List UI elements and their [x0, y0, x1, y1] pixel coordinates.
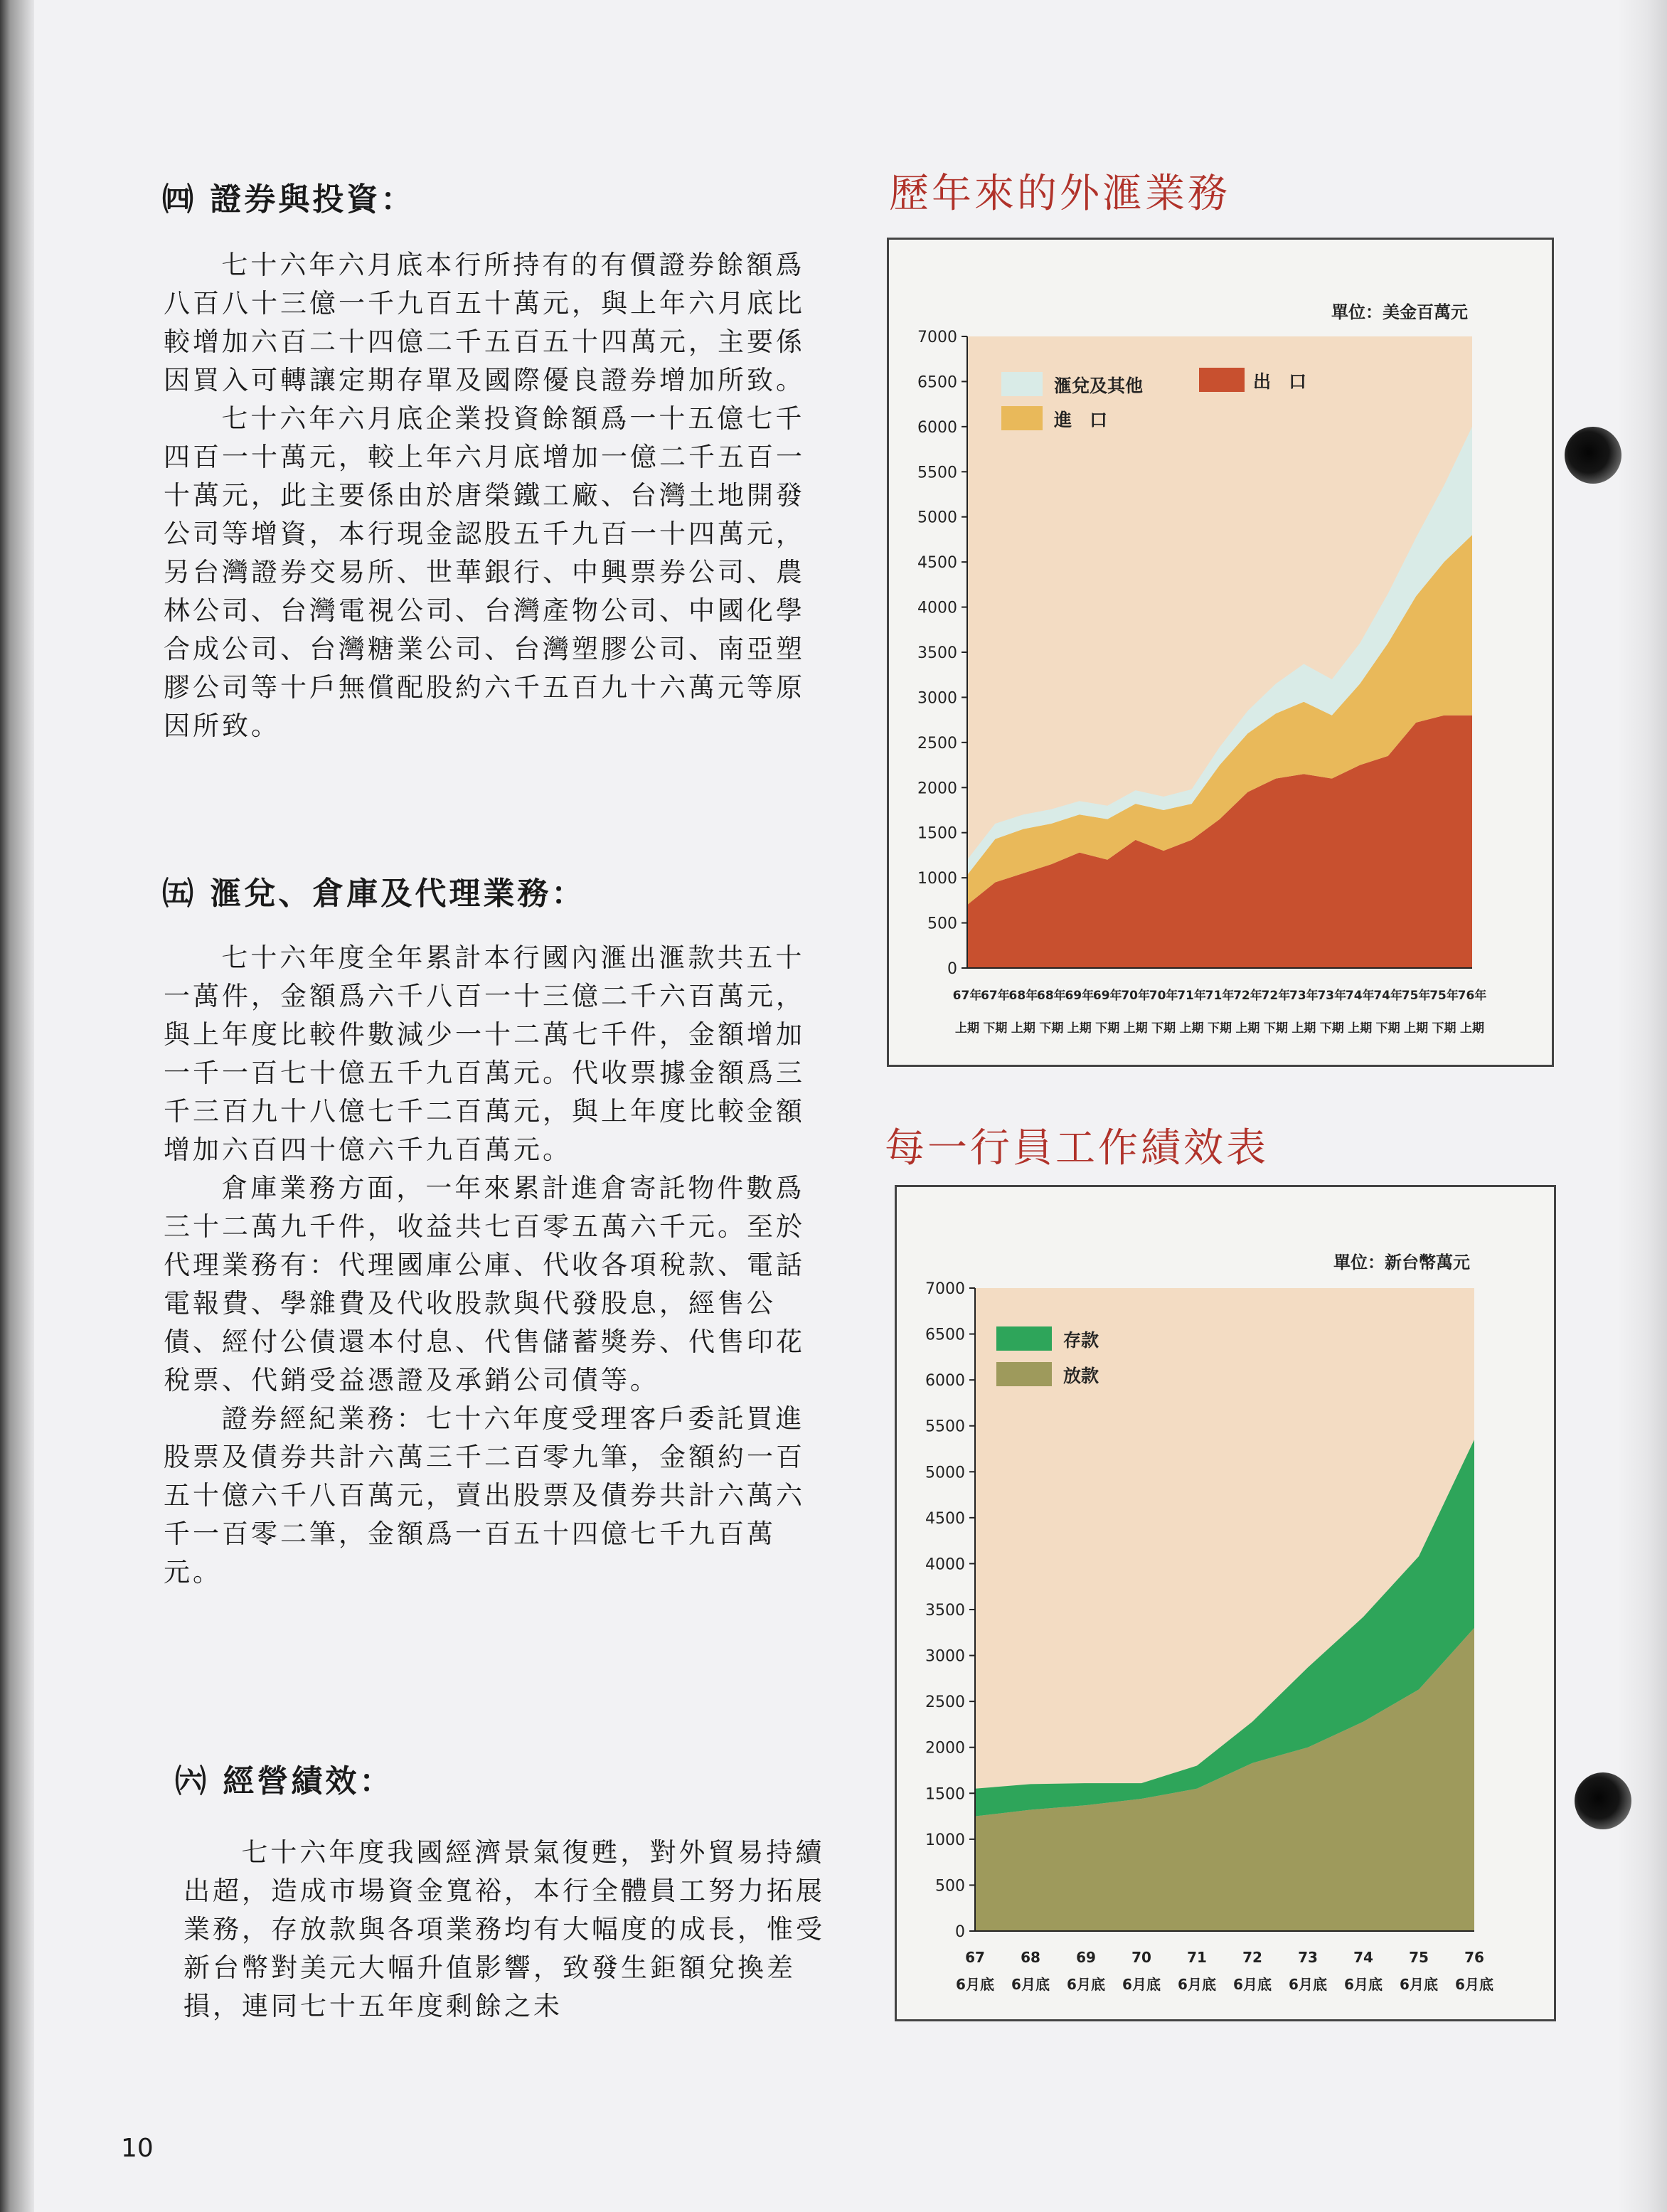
section-6-body	[183, 1834, 831, 2026]
legend-label-export: 出 口	[1253, 371, 1307, 392]
x-tick-label: 70	[1131, 1949, 1151, 1966]
x-tick-label: 上期	[955, 1021, 979, 1036]
x-tick-label: 上期	[1011, 1021, 1035, 1036]
x-tick-label: 75年	[1429, 989, 1459, 1003]
binder-hole-bottom	[1575, 1772, 1631, 1829]
x-tick-label: 70年	[1121, 989, 1151, 1003]
x-tick-label: 下期	[1151, 1021, 1176, 1036]
paragraph: 倉庫業務方面，一年來累計進倉寄託物件數爲三十二萬九千件，收益共七百零五萬六千元。至於代理業務有：代理國庫公庫、代收各項稅款、電話電報費、學雜費及代收股款與代發股息，經售公債、經付公債還本付息、代售儲蓄獎券、代售印花稅票、代銷受益憑證及承銷公司債等。	[164, 1173, 805, 1395]
x-tick-label: 69	[1076, 1949, 1096, 1966]
x-tick-label: 6月底	[1289, 1976, 1327, 1993]
y-tick-label: 5000	[917, 509, 957, 527]
section-5-title: ㈤ 滙兌、倉庫及代理業務：	[162, 876, 586, 912]
y-tick-label: 5000	[925, 1464, 965, 1482]
legend-swatch-deposit	[996, 1326, 1052, 1351]
y-tick-label: 6500	[925, 1326, 965, 1344]
x-tick-label: 75	[1409, 1949, 1429, 1966]
unit-label: 單位：新台幣萬元	[1333, 1253, 1470, 1272]
x-tick-label: 76年	[1457, 989, 1487, 1003]
x-tick-label: 下期	[1208, 1021, 1232, 1036]
x-tick-label: 6月底	[1011, 1976, 1050, 1993]
y-tick-label: 2500	[925, 1693, 965, 1712]
chart2-frame	[895, 1185, 1556, 2021]
x-tick-label: 上期	[1067, 1021, 1092, 1036]
y-tick-label: 2500	[917, 734, 957, 753]
legend-swatch-import	[1001, 406, 1043, 430]
y-tick-label: 500	[935, 1877, 965, 1895]
x-tick-label: 6月底	[1067, 1976, 1105, 1993]
x-tick-label: 上期	[1123, 1021, 1148, 1036]
x-tick-label: 上期	[1460, 1021, 1484, 1036]
page-number: 10	[121, 2134, 154, 2163]
y-tick-label: 4000	[917, 599, 957, 617]
y-tick-label: 2000	[917, 780, 957, 798]
y-tick-label: 1000	[925, 1831, 965, 1849]
page-shadow	[1617, 0, 1667, 2212]
x-tick-label: 72	[1242, 1949, 1262, 1966]
x-tick-label: 上期	[1179, 1021, 1204, 1036]
y-tick-label: 5500	[917, 464, 957, 482]
y-tick-label: 2000	[925, 1739, 965, 1758]
section-4-body	[164, 246, 818, 745]
binder-hole-top	[1565, 427, 1621, 484]
chart1-title: 歷年來的外滙業務	[889, 171, 1230, 217]
x-tick-label: 6月底	[1344, 1976, 1383, 1993]
y-tick-label: 1500	[925, 1785, 965, 1804]
x-tick-label: 下期	[1432, 1021, 1456, 1036]
y-tick-label: 4000	[925, 1556, 965, 1574]
paragraph: 七十六年度我國經濟景氣復甦，對外貿易持續出超，造成市場資金寬裕，本行全體員工努力拓展業務，存放款與各項業務均有大幅度的成長，惟受新台幣對美元大幅升值影響，致發生鉅額兌換差損，連同七十五年度剩餘之未	[183, 1837, 825, 2021]
legend-label-import: 進 口	[1054, 410, 1108, 430]
y-tick-label: 500	[927, 915, 957, 933]
chart2-svg	[897, 1187, 1554, 2019]
x-tick-label: 72年	[1233, 989, 1262, 1003]
scanned-page-edge	[0, 0, 34, 2212]
x-tick-label: 70年	[1149, 989, 1178, 1003]
x-tick-label: 73年	[1289, 989, 1319, 1003]
legend-swatch-loan	[996, 1362, 1052, 1386]
x-tick-label: 6月底	[1400, 1976, 1438, 1993]
x-tick-label: 下期	[1263, 1021, 1288, 1036]
x-tick-label: 74年	[1373, 989, 1403, 1003]
legend-label-other: 滙兌及其他	[1054, 376, 1144, 396]
y-tick-label: 5500	[925, 1418, 965, 1436]
paragraph: 七十六年六月底本行所持有的有價證券餘額爲八百八十三億一千九百五十萬元，與上年六月底比較增加六百二十四億二千五百五十四萬元，主要係因買入可轉讓定期存單及國際優良證券增加所致。	[164, 250, 805, 395]
x-tick-label: 71	[1187, 1949, 1207, 1966]
x-tick-label: 68年	[1008, 989, 1038, 1003]
y-tick-label: 7000	[917, 329, 957, 346]
y-tick-label: 3000	[925, 1647, 965, 1666]
x-tick-label: 6月底	[1233, 1976, 1272, 1993]
x-tick-label: 68年	[1036, 989, 1066, 1003]
y-tick-label: 6000	[917, 418, 957, 437]
section-6-title: ㈥ 經營績效：	[175, 1763, 394, 1799]
y-tick-label: 1500	[917, 824, 957, 843]
y-tick-label: 6500	[917, 373, 957, 392]
y-tick-label: 0	[947, 960, 957, 978]
x-tick-label: 68	[1021, 1949, 1040, 1966]
x-tick-label: 73年	[1317, 989, 1347, 1003]
chart1-svg	[889, 240, 1552, 1065]
x-tick-label: 上期	[1291, 1021, 1316, 1036]
legend-label-deposit: 存款	[1063, 1330, 1099, 1351]
x-tick-label: 6月底	[1455, 1976, 1493, 1993]
x-tick-label: 73	[1298, 1949, 1318, 1966]
y-tick-label: 0	[955, 1923, 965, 1941]
x-tick-label: 6月底	[1122, 1976, 1161, 1993]
y-tick-label: 6000	[925, 1372, 965, 1391]
unit-label: 單位：美金百萬元	[1331, 302, 1468, 322]
y-tick-label: 3500	[925, 1602, 965, 1620]
x-tick-label: 上期	[1235, 1021, 1260, 1036]
y-tick-label: 3000	[917, 689, 957, 708]
x-tick-label: 下期	[983, 1021, 1008, 1036]
legend-label-loan: 放款	[1063, 1366, 1099, 1386]
x-tick-label: 72年	[1261, 989, 1291, 1003]
x-tick-label: 6月底	[956, 1976, 994, 1993]
y-tick-label: 7000	[925, 1280, 965, 1298]
x-tick-label: 75年	[1401, 989, 1431, 1003]
paragraph: 證券經紀業務：七十六年度受理客戶委託買進股票及債券共計六萬三千二百零九筆，金額約一百五十億六千八百萬元，賣出股票及債券共計六萬六千一百零二筆，金額爲一百五十四億七千九百萬元。	[164, 1403, 805, 1588]
chart1-frame	[887, 238, 1554, 1067]
x-tick-label: 69年	[1065, 989, 1095, 1003]
x-tick-label: 74	[1353, 1949, 1373, 1966]
x-tick-label: 67年	[981, 989, 1010, 1003]
x-tick-label: 76	[1464, 1949, 1484, 1966]
section-5-body	[164, 939, 818, 1592]
x-tick-label: 下期	[1039, 1021, 1064, 1036]
x-tick-label: 6月底	[1178, 1976, 1216, 1993]
legend-swatch-other	[1001, 372, 1043, 396]
x-tick-label: 67	[965, 1949, 985, 1966]
x-tick-label: 下期	[1095, 1021, 1120, 1036]
x-tick-label: 67年	[952, 989, 982, 1003]
paragraph: 七十六年度全年累計本行國內滙出滙款共五十一萬件，金額爲六千八百一十三億二千六百萬元，與上年度比較件數減少一十二萬七千件，金額增加一千一百七十億五千九百萬元。代收票據金額爲三千三百九十八億七千二百萬元，與上年度比較金額增加六百四十億六千九百萬元。	[164, 942, 805, 1165]
legend-swatch-export	[1199, 368, 1245, 392]
x-tick-label: 下期	[1375, 1021, 1400, 1036]
x-tick-label: 69年	[1092, 989, 1122, 1003]
y-tick-label: 4500	[925, 1509, 965, 1528]
x-tick-label: 上期	[1404, 1021, 1429, 1036]
x-tick-label: 上期	[1348, 1021, 1373, 1036]
y-tick-label: 3500	[917, 644, 957, 662]
chart2-title: 每一行員工作績效表	[885, 1125, 1269, 1171]
x-tick-label: 74年	[1345, 989, 1375, 1003]
x-tick-label: 下期	[1319, 1021, 1344, 1036]
y-tick-label: 1000	[917, 870, 957, 888]
x-tick-label: 71年	[1177, 989, 1206, 1003]
x-tick-label: 71年	[1205, 989, 1235, 1003]
section-4-title: ㈣ 證券與投資：	[162, 181, 415, 218]
paragraph: 七十六年六月底企業投資餘額爲一十五億七千四百一十萬元，較上年六月底增加一億二千五百一十萬元，此主要係由於唐榮鐵工廠、台灣土地開發公司等增資，本行現金認股五千九百一十四萬元，另台灣證券交易所、世華銀行、中興票券公司、農林公司、台灣電視公司、台灣產物公司、中國化學合成公司、台灣糖業公司、台灣塑膠公司、南亞塑膠公司等十戶無償配股約六千五百九十六萬元等原因所致。	[164, 403, 805, 741]
y-tick-label: 4500	[917, 554, 957, 573]
